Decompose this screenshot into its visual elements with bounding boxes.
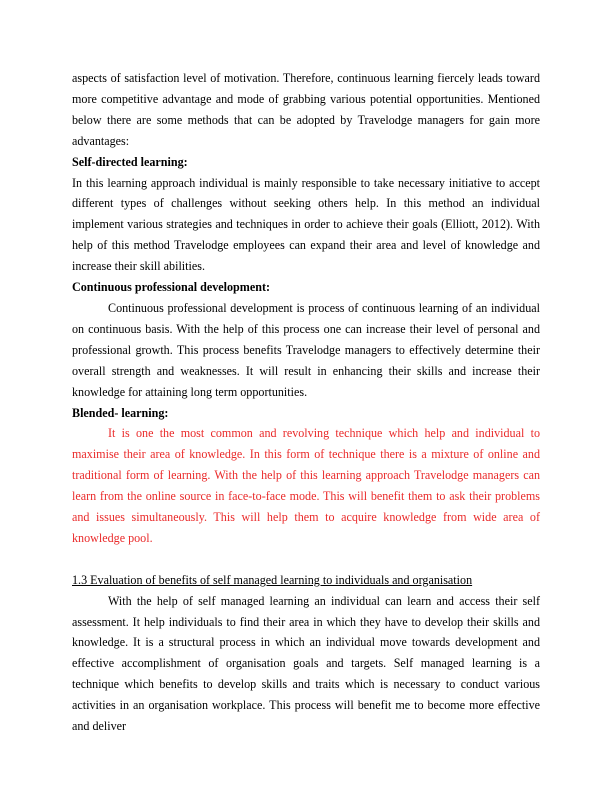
cpd-heading: Continuous professional development: xyxy=(72,280,271,295)
intro-paragraph: aspects of satisfaction level of motivation. Therefore, continuous learning fiercely leads toward more competitive advantage and mode of grabbing various potential opportunities. Mentioned below there are some methods that can be adopted by Travelodge managers for gain more advantages: xyxy=(72,71,540,148)
cpd-paragraph: Continuous professional development is process of continuous learning of an individual on continuous basis. With the help of this process one can increase their level of personal and professional growth. This process benefits Travelodge managers to effectively determine their overall strength and weaknesses. It will result in enhancing their skills and increase their knowledge for attaining long term opportunities. xyxy=(72,300,540,399)
self-directed-paragraph: In this learning approach individual is mainly responsible to take necessary initiative to accept different types of challenges without seeking others help. In this method an individual implement various strategies and techniques in order to achieve their goals (Elliott, 2012). With help of this method Travelodge employees can expand their area and level of knowledge and increase their skill abilities. xyxy=(72,175,540,274)
section-1-3-title: 1.3 Evaluation of benefits of self managed learning to individuals and organisation xyxy=(72,572,473,587)
section-1-3-paragraph: With the help of self managed learning an individual can learn and access their self assessment. It help individuals to find their area in which they have to develop their skills and knowledge. It is a structural process in which an individual move towards development and effective accomplishment of organisation goals and targets. Self managed learning is a technique which benefits to develop skills and traits which is necessary to conduct various activities in an organisation workplace. This process will benefit me to become more effective and deliver xyxy=(72,593,540,734)
blended-paragraph: It is one the most common and revolving technique which help and individual to maximise their area of knowledge. In this form of technique there is a mixture of online and traditional form of learning. With the help of this learning approach Travelodge managers can learn from the online source in face-to-face mode. This will benefit them to ask their problems and issues simultaneously. This will help them to acquire knowledge from wide area of knowledge pool. xyxy=(72,426,540,545)
blended-heading: Blended- learning: xyxy=(72,405,169,420)
self-directed-heading: Self-directed learning: xyxy=(72,154,188,169)
paragraph-spacer xyxy=(72,549,540,570)
